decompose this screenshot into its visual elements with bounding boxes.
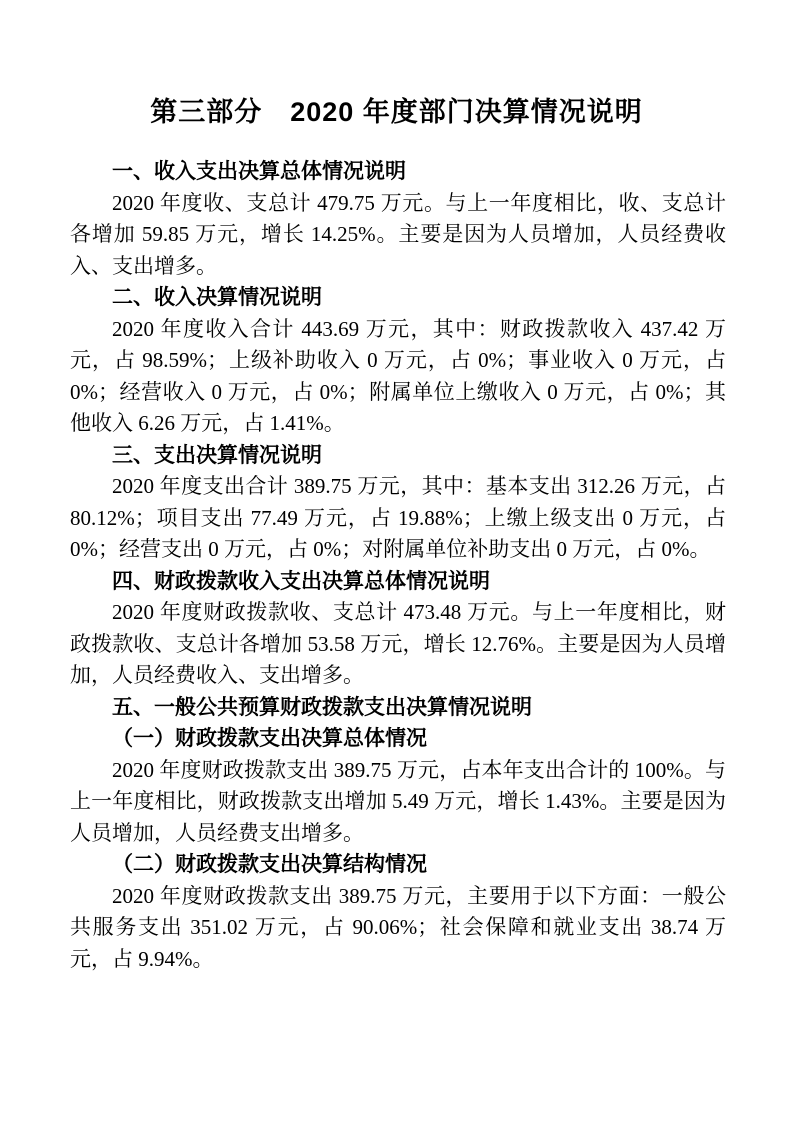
paragraph-section-5-2: 2020 年度财政拨款支出 389.75 万元，主要用于以下方面：一般公共服务支出 351.02 万元，占 90.06%；社会保障和就业支出 38.74 万元，占 9.94%。 <box>70 883 726 971</box>
paragraph-section-1: 2020 年度收、支总计 479.75 万元。与上一年度相比，收、支总计各增加 59.85 万元，增长 14.25%。主要是因为人员增加，人员经费收入、支出增多。 <box>70 190 726 278</box>
heading-section-2-income-statement: 二、收入决算情况说明 <box>112 286 322 309</box>
heading-section-1-income-expenditure-overview: 一、收入支出决算总体情况说明 <box>112 160 406 183</box>
paragraph-section-5-1: 2020 年度财政拨款支出 389.75 万元，占本年支出合计的 100%。与上一年度相比，财政拨款支出增加 5.49 万元，增长 1.43%。主要是因为人员增加，人员经费支出增多。 <box>70 757 726 845</box>
document-body <box>0 132 793 975</box>
heading-section-4-fiscal-appropriation-overview: 四、财政拨款收入支出决算总体情况说明 <box>112 569 490 593</box>
paragraph-section-4: 2020 年度财政拨款收、支总计 473.48 万元。与上一年度相比，财政拨款收、支总计各增加 53.58 万元，增长 12.76%。主要是因为人员增加，人员经费收入、支出增多。 <box>70 600 726 687</box>
subheading-5-1-expenditure-overall: （一）财政拨款支出决算总体情况 <box>112 727 427 750</box>
heading-section-3-expenditure-statement: 三、支出决算情况说明 <box>112 443 322 467</box>
page-title: 第三部分 2020 年度部门决算情况说明 <box>150 97 643 127</box>
heading-section-5-public-budget-expenditure: 五、一般公共预算财政拨款支出决算情况说明 <box>112 695 532 719</box>
subheading-5-2-expenditure-structure: （二）财政拨款支出决算结构情况 <box>112 853 427 876</box>
paragraph-section-2: 2020 年度收入合计 443.69 万元，其中：财政拨款收入 437.42 万元，占 98.59%；上级补助收入 0 万元，占 0%；事业收入 0 万元，占 0%；经营收入 0 万元，占 0%；附属单位上缴收入 0 万元，占 0%；其他收入 6.26 万元，占 1.41%。 <box>70 316 726 435</box>
paragraph-section-3: 2020 年度支出合计 389.75 万元，其中：基本支出 312.26 万元，占 80.12%；项目支出 77.49 万元，占 19.88%；上缴上级支出 0 万元，占 0%；经营支出 0 万元，占 0%；对附属单位补助支出 0 万元，占 0%。 <box>70 474 726 561</box>
